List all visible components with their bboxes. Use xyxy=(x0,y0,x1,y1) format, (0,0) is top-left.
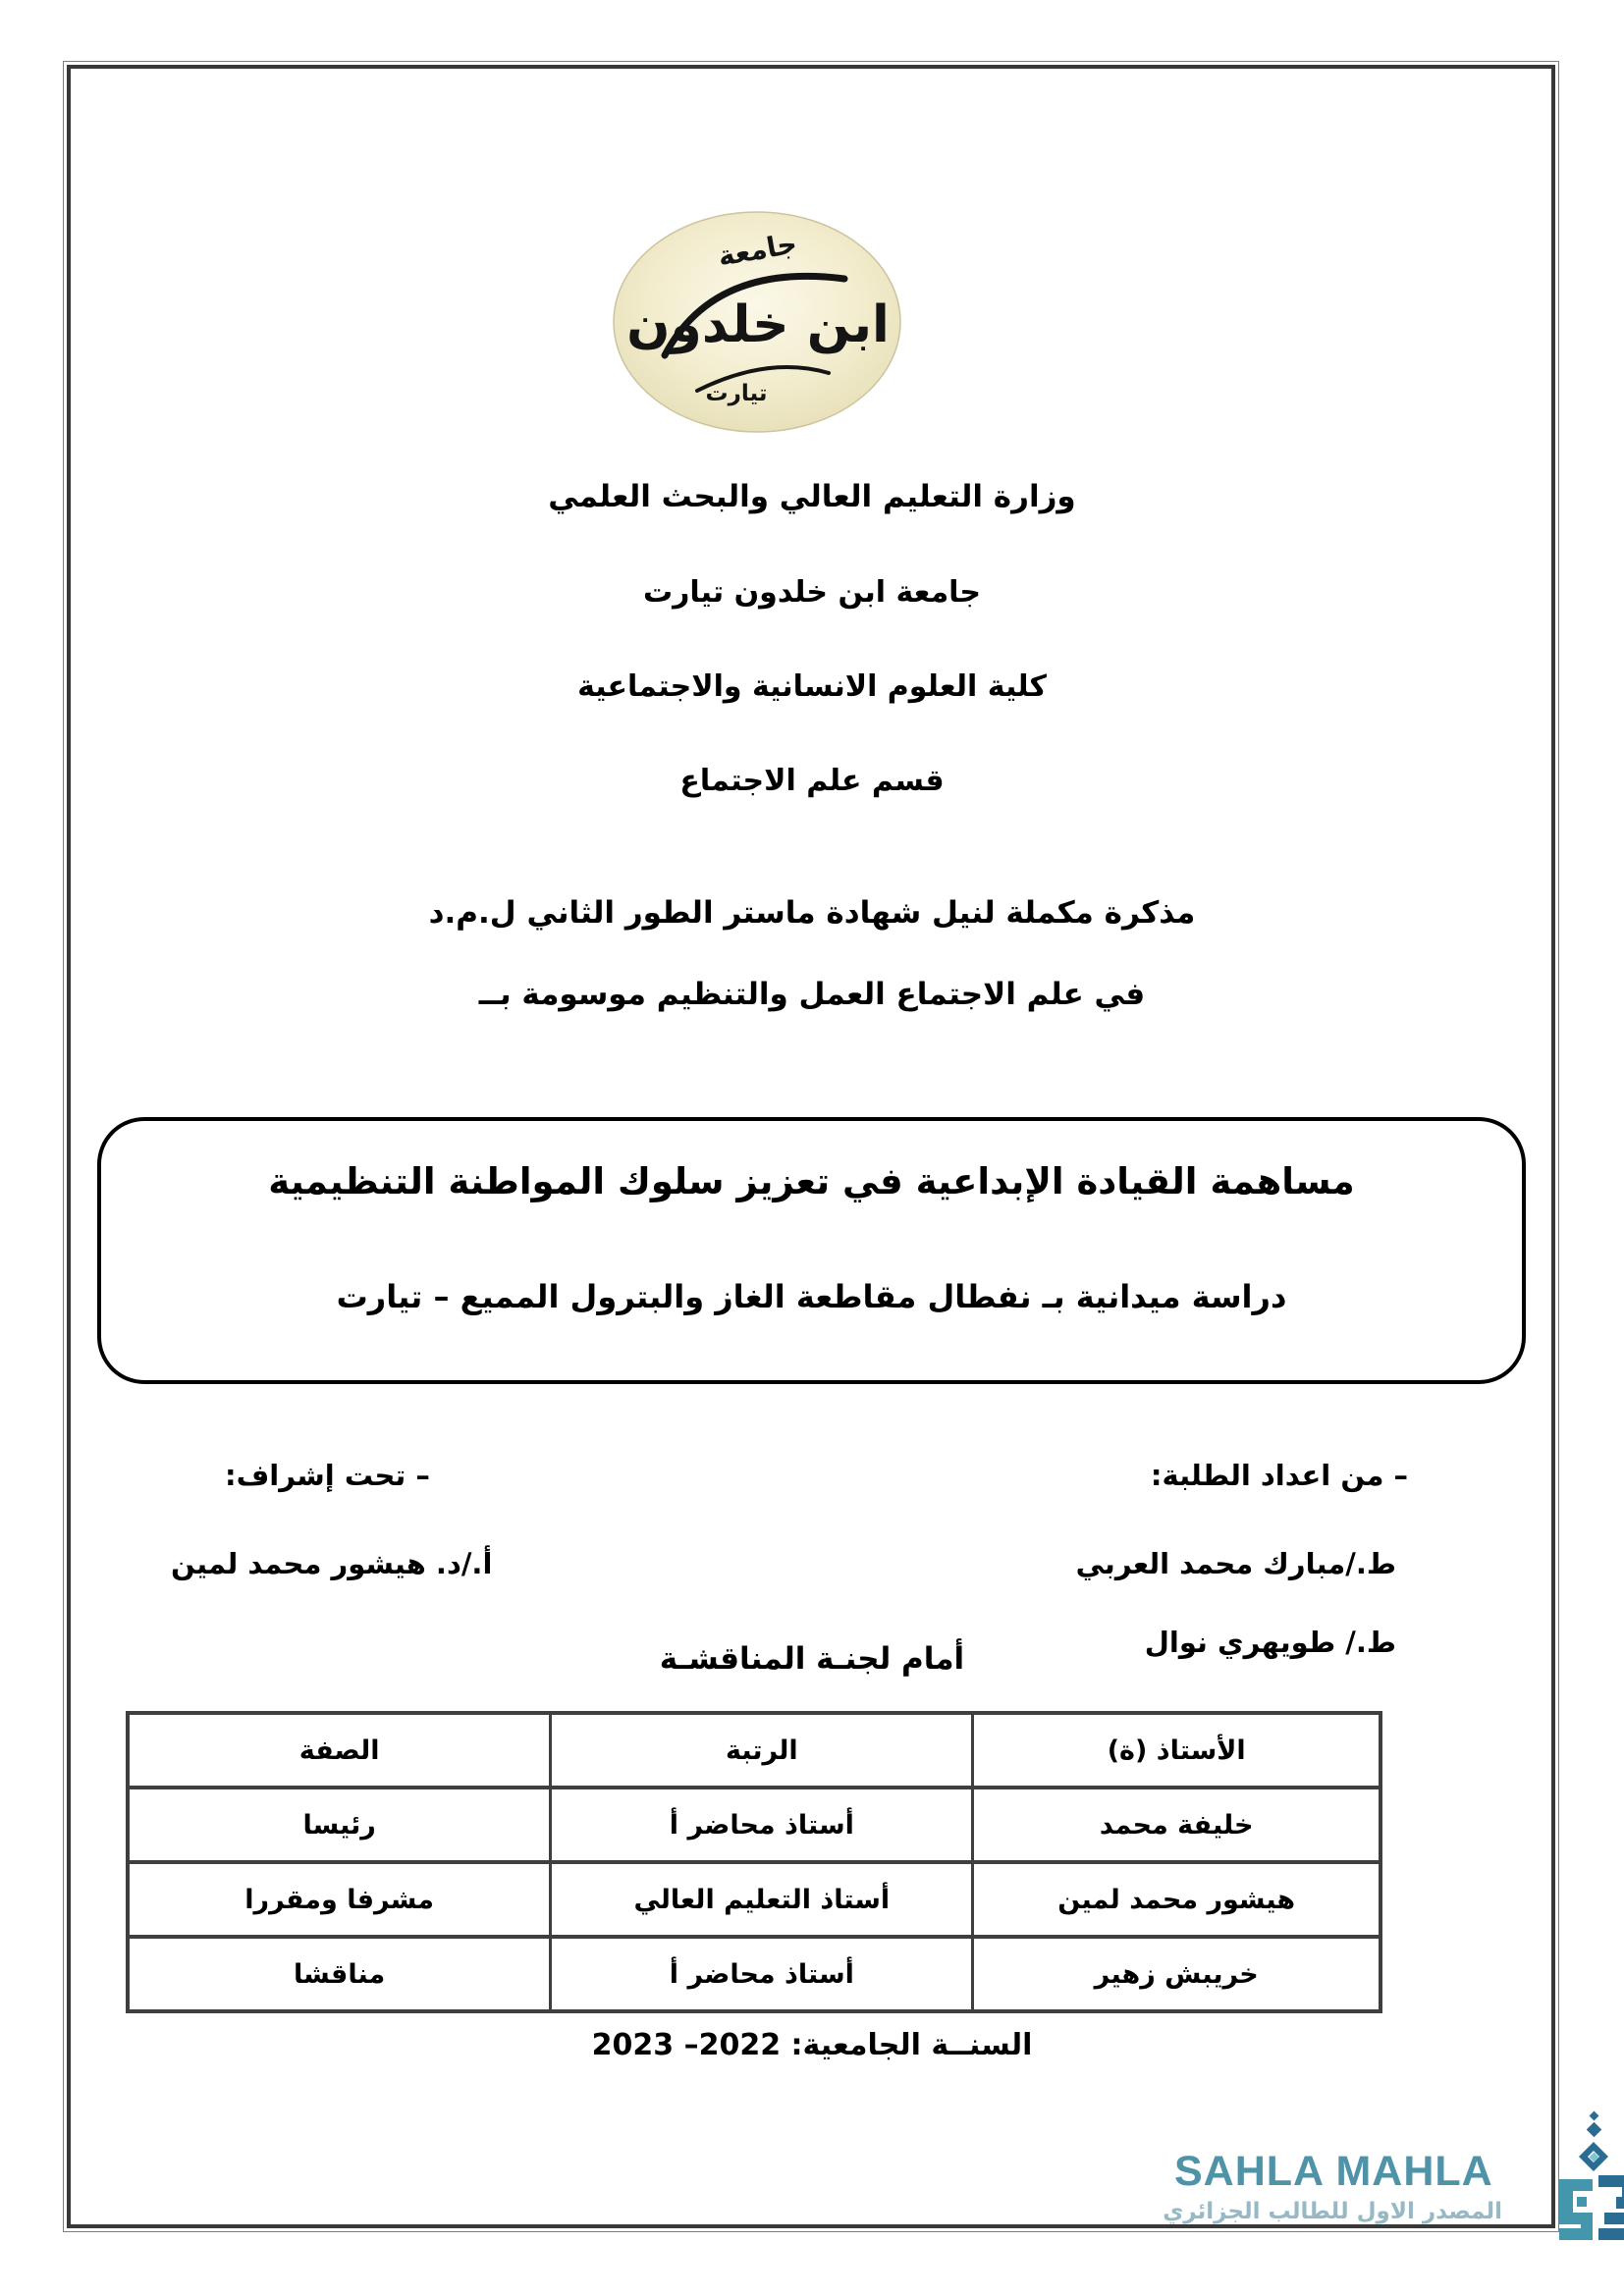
committee-rank: أستاذ التعليم العالي xyxy=(551,1862,973,1937)
university-line: جامعة ابن خلدون تيارت xyxy=(642,575,982,610)
seal-word-center: ابن خلدون xyxy=(626,295,890,354)
committee-header-row xyxy=(128,1713,1380,1788)
committee-rank: أستاذ محاضر أ xyxy=(551,1937,973,2011)
academic-year-line: السنــة الجامعية: 2022– 2023 xyxy=(591,2028,1033,2062)
student-name-1: ط./مبارك محمد العربي xyxy=(1075,1547,1396,1580)
thesis-title-box xyxy=(97,1117,1526,1384)
committee-rank: أستاذ محاضر أ xyxy=(551,1788,973,1862)
supervisor-name: أ./د. هيشور محمد لمين xyxy=(171,1547,493,1580)
table-row xyxy=(128,1937,1380,2011)
committee-professor: خليفة محمد xyxy=(973,1788,1380,1862)
thesis-title: مساهمة القيادة الإبداعية في تعزيز سلوك المواطنة التنظيمية xyxy=(268,1160,1355,1202)
committee-table xyxy=(126,1711,1382,2013)
faculty-line: كلية العلوم الانسانية والاجتماعية xyxy=(577,669,1047,704)
supervisor-label: – تحت إشراف: xyxy=(225,1459,430,1492)
committee-professor: هيشور محمد لمين xyxy=(973,1862,1380,1937)
committee-col-role: الصفة xyxy=(128,1713,551,1788)
committee-col-rank: الرتبة xyxy=(551,1713,973,1788)
students-label: – من اعداد الطلبة: xyxy=(1150,1459,1408,1492)
table-row xyxy=(128,1788,1380,1862)
university-seal-icon xyxy=(611,208,903,436)
committee-professor: خريبش زهير xyxy=(973,1937,1380,2011)
memo-field-line: في علم الاجتماع العمل والتنظيم موسومة بــ xyxy=(478,977,1146,1012)
university-seal-logo xyxy=(611,208,903,436)
watermark-brand-text: SAHLA MAHLA xyxy=(1174,2148,1493,2195)
committee-role: مناقشا xyxy=(128,1937,551,2011)
memo-degree-line: مذكرة مكملة لنيل شهادة ماستر الطور الثاني ل.م.د xyxy=(428,895,1196,931)
table-row xyxy=(128,1862,1380,1937)
watermark-calligraphy-icon xyxy=(1547,2110,1624,2246)
committee-role: رئيسا xyxy=(128,1788,551,1862)
student-name-2: ط./ طويهري نوال xyxy=(1144,1626,1396,1659)
seal-word-bottom: تيارت xyxy=(705,381,768,406)
committee-role: مشرفا ومقررا xyxy=(128,1862,551,1937)
thesis-subtitle: دراسة ميدانية بـ نفطال مقاطعة الغاز والبترول المميع – تيارت xyxy=(336,1278,1287,1315)
ministry-line: وزارة التعليم العالي والبحث العلمي xyxy=(548,479,1076,514)
seal-word-top: جامعة xyxy=(715,227,800,273)
watermark-tagline: المصدر الاول للطالب الجزائري xyxy=(1163,2199,1502,2224)
committee-heading: أمام لجنـة المناقشـة xyxy=(659,1641,965,1677)
department-line: قسم علم الاجتماع xyxy=(679,764,945,798)
committee-col-professor: الأستاذ (ة) xyxy=(973,1713,1380,1788)
